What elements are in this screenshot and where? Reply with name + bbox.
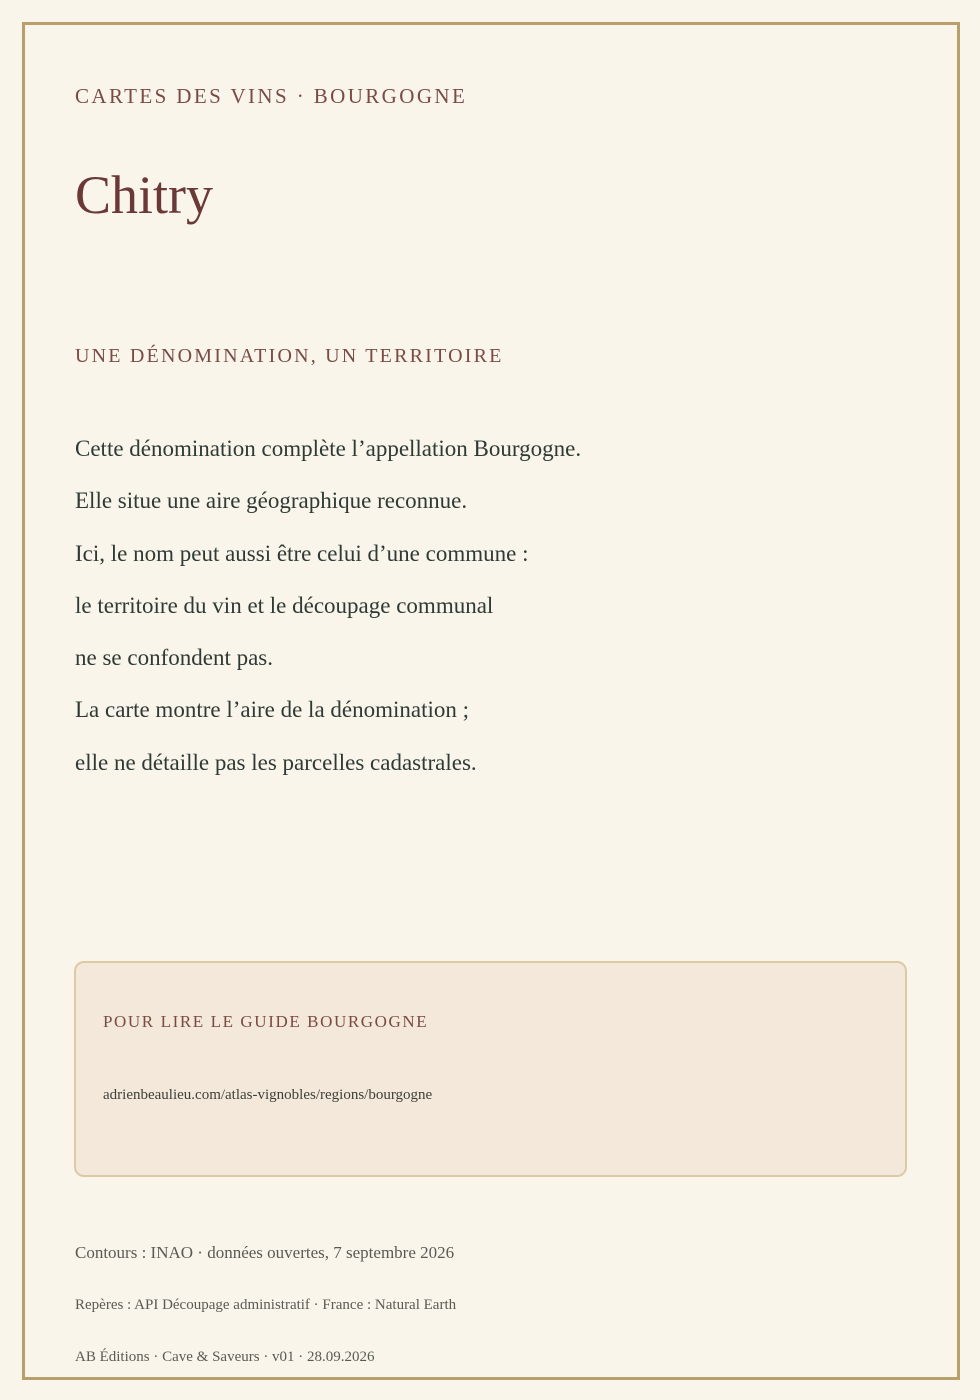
description-line: Ici, le nom peut aussi être celui d’une commune :	[75, 540, 529, 566]
description-line: ne se confondent pas.	[75, 645, 273, 671]
description-line: le territoire du vin et le découpage communal	[75, 592, 494, 618]
section-heading: UNE DÉNOMINATION, UN TERRITOIRE	[75, 345, 504, 367]
guide-callout	[74, 961, 907, 1177]
guide-url: adrienbeaulieu.com/atlas-vignobles/regions/bourgogne	[103, 1087, 433, 1103]
credit-edition: AB Éditions · Cave & Saveurs · v01 · 28.09.2026	[75, 1349, 375, 1365]
credit-contours: Contours : INAO · données ouvertes, 7 septembre 2026	[75, 1243, 455, 1262]
description-line: Elle situe une aire géographique reconnue.	[75, 488, 468, 514]
description-lines	[75, 432, 581, 798]
description-line: elle ne détaille pas les parcelles cadastrales.	[75, 749, 477, 775]
description-line: La carte montre l’aire de la dénomination ;	[75, 697, 470, 723]
description-line: Cette dénomination complète l’appellation Bourgogne.	[75, 436, 582, 461]
guide-label: POUR LIRE LE GUIDE BOURGOGNE	[103, 1012, 429, 1031]
credit-reperes: Repères : API Découpage administratif · France : Natural Earth	[75, 1297, 457, 1313]
page-title: Chitry	[75, 165, 214, 225]
series-kicker: CARTES DES VINS · BOURGOGNE	[75, 84, 468, 108]
